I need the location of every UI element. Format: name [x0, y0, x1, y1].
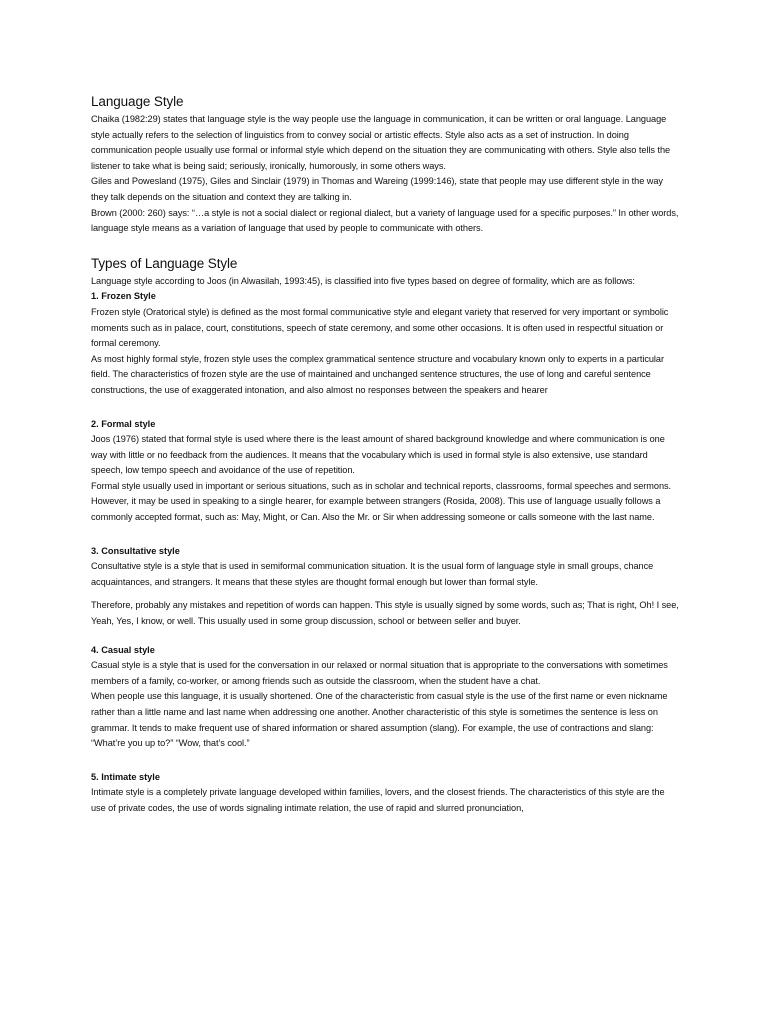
spacer: [91, 526, 681, 544]
paragraph-intimate-1: Intimate style is a completely private language developed within families, lovers, and the closest friends. The characteristics of this style are the use of private codes, the use of words signaling intimate relation, the use of rapid and slurred pronunciation,: [91, 787, 665, 813]
paragraph-chaika: Chaika (1982:29) states that language style is the way people use the language in communication, it can be written or oral language. Language style actually refers to the selection of linguistics from to convey social or artistic effects. Style also acts as a set of instruction. In doing communication people usually use formal or informal style which depend on the situation they are communicating with others. Style also tells the listener to take what is being said; seriously, ironically, humorously, in some others ways.: [91, 114, 671, 171]
paragraph-giles: Giles and Powesland (1975), Giles and Sinclair (1979) in Thomas and Wareing (1999:146), state that people may use different style in the way they talk depends on the situation and context they are talking in.: [91, 176, 663, 202]
heading-language-style: Language Style: [91, 94, 184, 109]
spacer: [91, 399, 681, 417]
subheading-intimate-style: 5. Intimate style: [91, 771, 160, 782]
paragraph-casual-2: When people use this language, it is usually shortened. One of the characteristic from casual style is the use of the first name or even nickname rather than a little name and last name when addressing one another. Another characteristic of this style is sometimes the sentence is less on grammar. It tends to make frequent use of shared information or shared assumption (slang). For example, the use of contractions and slang: “What’re you up to?” “Wow, that’s cool.”: [91, 691, 668, 749]
document-page: [91, 93, 681, 817]
paragraph-consultative-1: Consultative style is a style that is used in semiformal communication situation. It is the usual form of language style in small groups, chance acquaintances, and strangers. It means that these styles are thought formal enough but lower than formal style.: [91, 561, 654, 587]
spacer: [91, 590, 681, 598]
paragraph-consultative-2: Therefore, probably any mistakes and repetition of words can happen. This style is usually signed by some words, such as; That is right, Oh! I see, Yeah, Yes, I know, or well. This usually used in some group discussion, school or between seller and buyer.: [91, 600, 679, 627]
paragraph-formal-1: Joos (1976) stated that formal style is used where there is the least amount of shared background knowledge and where communication is one way with little or no feedback from the audiences. It means that the vocabulary which is used in formal style is also extensive, use standard speech, low tempo speech and avoidance of the use of repetition.: [91, 434, 665, 476]
paragraph-casual-1: Casual style is a style that is used for the conversation in our relaxed or normal situation that is appropriate to the conversations with sometimes members of a family, co-worker, or among friends such as outside the classroom, when the student have a chat.: [91, 660, 668, 686]
spacer: [91, 752, 681, 770]
paragraph-brown: Brown (2000: 260) says: “…a style is not a social dialect or regional dialect, but a variety of language used for a specific purposes.” In other words, language style means as a variation of language that used by people to communicate with others.: [91, 207, 679, 234]
paragraph-types-intro: Language style according to Joos (in Alwasilah, 1993:45), is classified into five types based on degree of formality, which are as follows:: [91, 275, 635, 286]
spacer: [91, 237, 681, 255]
paragraph-frozen-1: Frozen style (Oratorical style) is defined as the most formal communicative style and elegant variety that reserved for very important or symbolic moments such as in palace, court, constitutions, speech of state ceremony, and some other occasions. It is often used in respectful situation or formal ceremony.: [91, 306, 669, 349]
subheading-frozen-style: 1. Frozen Style: [91, 291, 156, 302]
paragraph-frozen-2: As most highly formal style, frozen style uses the complex grammatical sentence structure and vocabulary known only to experts in a particular field. The characteristics of frozen style are the use of maintained and unchanged sentence structures, the use of long and careful sentence constructions, the use of exaggerated intonation, and also almost no responses between the speakers and hearer: [91, 353, 664, 395]
heading-types-of-language-style: Types of Language Style: [91, 255, 238, 271]
subheading-formal-style: 2. Formal style: [91, 418, 156, 429]
spacer: [91, 630, 681, 643]
subheading-casual-style: 4. Casual style: [91, 644, 155, 655]
paragraph-formal-2: Formal style usually used in important or serious situations, such as in scholar and technical reports, classrooms, formal speeches and sermons. However, it may be used in speaking to a single hearer, for example between strangers (Rosida, 2008). This use of language usually follows a commonly accepted format, such as: May, Might, or Can. Also the Mr. or Sir when addressing someone or calls someone with the last name.: [91, 480, 672, 523]
subheading-consultative-style: 3. Consultative style: [91, 545, 180, 556]
